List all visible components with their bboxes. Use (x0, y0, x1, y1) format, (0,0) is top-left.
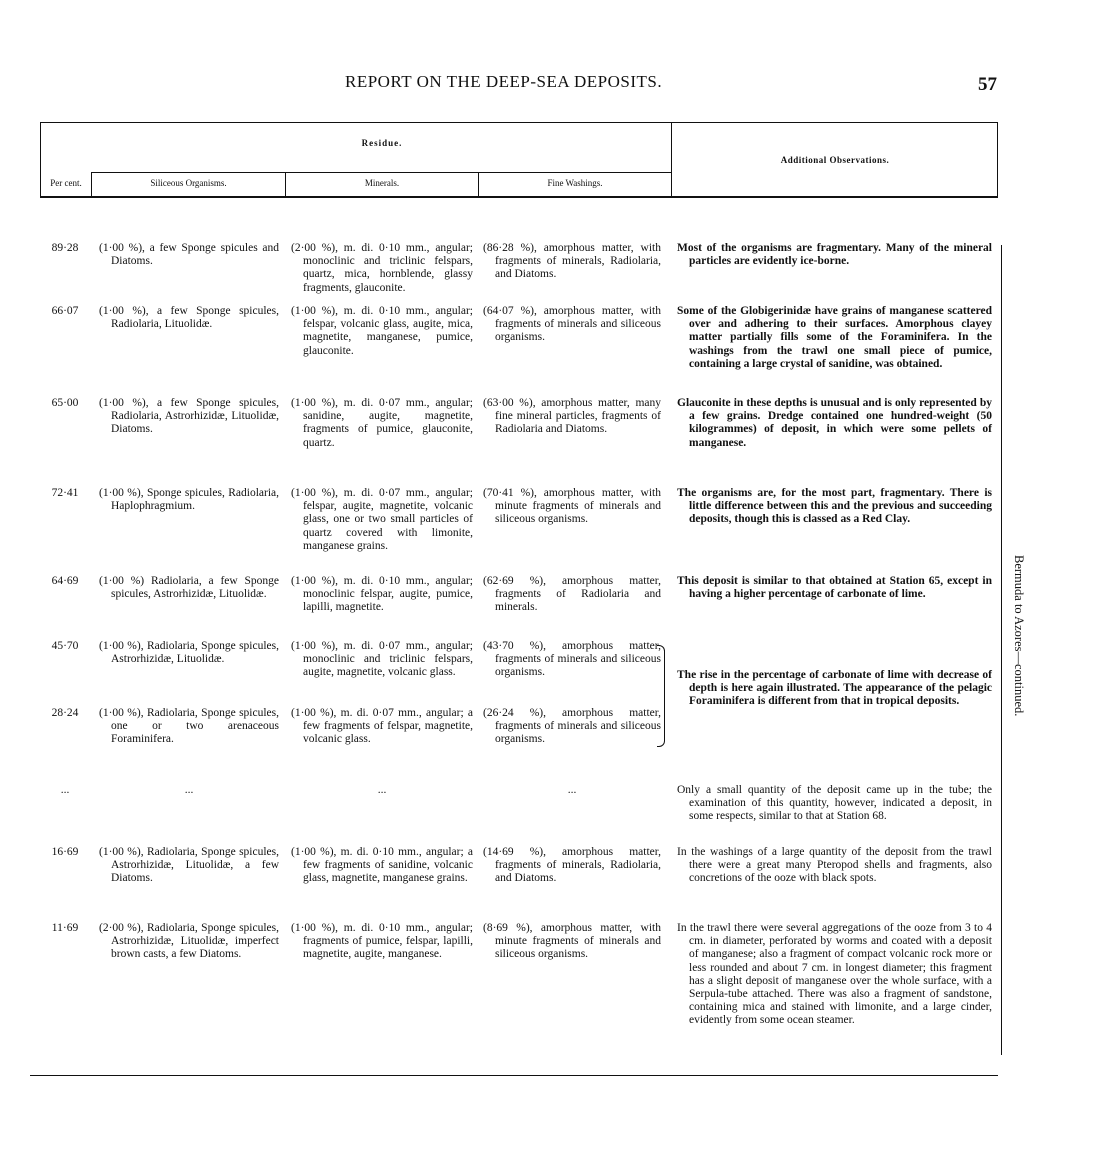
siliceous-cell (99, 242, 279, 268)
siliceous-text: (1·00 %), a few Sponge spicules and Diatoms. (99, 242, 279, 268)
header-fine-washings: Fine Washings. (547, 178, 603, 188)
observations-cell (677, 305, 992, 371)
siliceous-cell (99, 397, 279, 437)
minerals-text: (1·00 %), m. di. 0·10 mm., angular; monoclinic felspar, augite, pumice, lapilli, magnetite. (291, 575, 473, 614)
observations-cell (677, 922, 992, 1028)
minerals-cell (291, 242, 473, 295)
header-minerals: Minerals. (364, 178, 400, 188)
running-title: REPORT ON THE DEEP-SEA DEPOSITS. (345, 72, 663, 91)
observations-cell (677, 487, 992, 527)
per-cent-cell: 64·69 (51, 575, 79, 587)
fine-washings-cell (483, 575, 661, 615)
siliceous-cell (99, 707, 279, 747)
bracket (657, 645, 665, 747)
fine-washings-cell (483, 487, 661, 527)
per-cent-cell: 66·07 (51, 305, 79, 317)
observations-text: Only a small quantity of the deposit came up in the tube; the examination of this quantity, however, indicated a deposit, in some respects, similar to that at Station 68. (677, 784, 992, 823)
minerals-cell (291, 640, 473, 680)
observations-cell (677, 784, 992, 824)
margin-note-text: Bermuda to Azores—continued. (1012, 555, 1026, 717)
observations-text: The rise in the percentage of carbonate of lime with decrease of depth is here again illustrated. The appearance of the pelagic Foraminifera is different from that in tropical deposits. (677, 669, 992, 708)
fine-washings-text: (14·69 %), amorphous matter, fragments of minerals, Radiolaria, and Diatoms. (483, 846, 661, 885)
margin-note (1010, 555, 1030, 745)
fine-washings-text: (8·69 %), amorphous matter, with minute fragments of minerals and siliceous organisms. (483, 922, 661, 961)
siliceous-text: (1·00 %) Radiolaria, a few Sponge spicules, Astrorhizidæ, Lituolidæ. (99, 575, 279, 601)
fine-washings-text: (43·70 %), amorphous matter, fragments of minerals and siliceous organisms. (483, 640, 661, 679)
siliceous-text: (1·00 %), Radiolaria, Sponge spicules, one or two arenaceous Foraminifera. (99, 707, 279, 746)
minerals-text: (1·00 %), m. di. 0·07 mm., angular; a few fragments of felspar, magnetite, volcanic glass. (291, 707, 473, 746)
siliceous-cell (99, 575, 279, 601)
margin-rule (1001, 245, 1002, 1055)
observations-cell (677, 846, 992, 886)
minerals-text: (1·00 %), m. di. 0·10 mm., angular; a few fragments of sanidine, volcanic glass, magnetite, manganese grains. (291, 846, 473, 885)
per-cent-cell: 65·00 (51, 397, 79, 409)
siliceous-text: (2·00 %), Radiolaria, Sponge spicules, Astrorhizidæ, Lituolidæ, imperfect brown casts, a few Diatoms. (99, 922, 279, 961)
siliceous-cell (99, 640, 279, 666)
per-cent-cell: 28·24 (51, 707, 79, 719)
fine-washings-cell (483, 922, 661, 962)
fine-washings-cell: ... (567, 784, 577, 796)
minerals-cell (291, 397, 473, 450)
minerals-cell (291, 922, 473, 962)
per-cent-cell: 72·41 (51, 487, 79, 499)
minerals-text: (1·00 %), m. di. 0·07 mm., angular; sanidine, augite, magnetite, fragments of pumice, glauconite, quartz. (291, 397, 473, 449)
per-cent-cell: 11·69 (51, 922, 79, 934)
header-bottom-rule (40, 196, 998, 198)
siliceous-cell (99, 305, 279, 331)
minerals-text: (1·00 %), m. di. 0·07 mm., angular; felspar, augite, magnetite, volcanic glass, one or two small particles of quartz covered with limonite, manganese grains. (291, 487, 473, 552)
fine-washings-text: (26·24 %), amorphous matter, fragments of minerals and siliceous organisms. (483, 707, 661, 746)
fine-washings-cell (483, 305, 661, 345)
fine-washings-text: (86·28 %), amorphous matter, with fragments of minerals, Radiolaria, and Diatoms. (483, 242, 661, 281)
minerals-text: (1·00 %), m. di. 0·07 mm., angular; monoclinic and triclinic felspars, augite, magnetite, volcanic glass. (291, 640, 473, 679)
header-residue: Residue. (361, 138, 403, 148)
minerals-cell: ... (377, 784, 387, 796)
minerals-cell (291, 305, 473, 358)
siliceous-cell (99, 922, 279, 962)
observations-text: This deposit is similar to that obtained at Station 65, except in having a higher percentage of carbonate of lime. (677, 575, 992, 601)
siliceous-text: (1·00 %), Sponge spicules, Radiolaria, Haplophragmium. (99, 487, 279, 513)
observations-text: Most of the organisms are fragmentary. Many of the mineral particles are evidently ice-borne. (677, 242, 992, 268)
observations-cell (677, 575, 992, 601)
siliceous-cell: ... (184, 784, 194, 796)
per-cent-cell: 89·28 (51, 242, 79, 254)
header-additional-observations: Additional Observations. (780, 155, 890, 165)
per-cent-cell: ... (60, 784, 70, 796)
fine-washings-cell (483, 397, 661, 437)
minerals-cell (291, 846, 473, 886)
minerals-text: (1·00 %), m. di. 0·10 mm., angular; felspar, volcanic glass, augite, mica, magnetite, manganese, pumice, glauconite. (291, 305, 473, 357)
observations-text: Glauconite in these depths is unusual and is only represented by a few grains. Dredge contained one hundred-weight (50 kilogrammes) of deposit, in which were some pellets of manganese. (677, 397, 992, 449)
table-top-rule (40, 122, 998, 123)
siliceous-cell (99, 487, 279, 513)
fine-washings-text: (63·00 %), amorphous matter, many fine mineral particles, fragments of Radiolaria and Diatoms. (483, 397, 661, 436)
minerals-cell (291, 575, 473, 615)
page-number: 57 (978, 74, 997, 95)
table-bottom-rule (30, 1075, 998, 1076)
header-per-cent: Per cent. (50, 178, 82, 188)
fine-washings-text: (62·69 %), amorphous matter, fragments of Radiolaria and minerals. (483, 575, 661, 614)
observations-cell (677, 397, 992, 450)
fine-washings-cell (483, 846, 661, 886)
siliceous-text: (1·00 %), Radiolaria, Sponge spicules, Astrorhizidæ, Lituolidæ, a few Diatoms. (99, 846, 279, 885)
fine-washings-text: (64·07 %), amorphous matter, with fragments of minerals and siliceous organisms. (483, 305, 661, 344)
siliceous-text: (1·00 %), Radiolaria, Sponge spicules, Astrorhizidæ, Lituolidæ. (99, 640, 279, 666)
per-cent-cell: 45·70 (51, 640, 79, 652)
siliceous-text: (1·00 %), a few Sponge spicules, Radiolaria, Lituolidæ. (99, 305, 279, 331)
fine-washings-cell (483, 640, 661, 680)
minerals-text: (1·00 %), m. di. 0·10 mm., angular; fragments of pumice, felspar, lapilli, magnetite, augite, manganese. (291, 922, 473, 961)
observations-text: In the washings of a large quantity of the deposit from the trawl there were a great many Pteropod shells and fragments, also concretions of the ooze with black spots. (677, 846, 992, 885)
residue-underline (91, 172, 671, 173)
observations-cell (677, 669, 992, 709)
siliceous-cell (99, 846, 279, 886)
per-cent-cell: 16·69 (51, 846, 79, 858)
observations-text: Some of the Globigerinidæ have grains of manganese scattered over and adhering to their surfaces. Amorphous clayey matter partially fills some of the Foraminifera. In the washings from the trawl one small piece of pumice, containing a large crystal of sanidine, was obtained. (677, 305, 992, 370)
minerals-cell (291, 487, 473, 553)
observations-cell (677, 242, 992, 268)
observations-text: The organisms are, for the most part, fragmentary. There is little difference between this and the previous and succeeding deposits, though this is classed as a Red Clay. (677, 487, 992, 526)
fine-washings-cell (483, 707, 661, 747)
minerals-cell (291, 707, 473, 747)
observations-text: In the trawl there were several aggregations of the ooze from 3 to 4 cm. in diameter, perforated by worms and coated with a deposit of manganese; also a fragment of compact volcanic rock more or less rounded and about 7 cm. in longest diameter; this fragment has a slight deposit of manganese over the whole surface, with a Serpula-tube attached. There was also a fragment of sandstone, containing mica and stained with limonite, and a large cinder, evidently from some ocean steamer. (677, 922, 992, 1027)
fine-washings-text: (70·41 %), amorphous matter, with minute fragments of minerals and siliceous organisms. (483, 487, 661, 526)
siliceous-text: (1·00 %), a few Sponge spicules, Radiolaria, Astrorhizidæ, Lituolidæ, Diatoms. (99, 397, 279, 436)
minerals-text: (2·00 %), m. di. 0·10 mm., angular; monoclinic and triclinic felspars, quartz, mica, hornblende, glassy fragments, glauconite. (291, 242, 473, 294)
header-siliceous-organisms: Siliceous Organisms. (150, 178, 227, 188)
fine-washings-cell (483, 242, 661, 282)
